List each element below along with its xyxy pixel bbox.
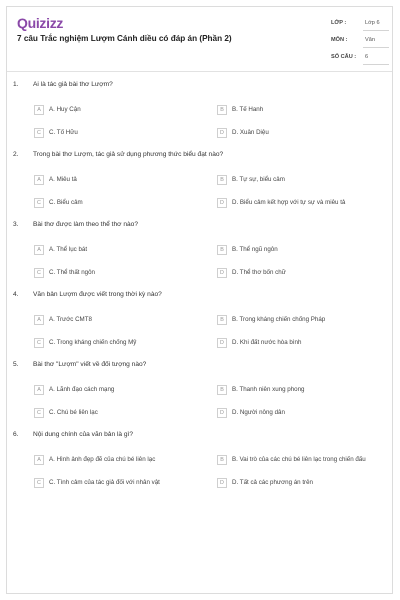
option-letter-box: B [217,175,227,185]
option-c[interactable] [34,268,199,280]
option-b[interactable] [217,315,382,327]
option-a[interactable] [34,315,199,327]
meta-underline [363,30,389,31]
question-number: 5. [13,361,19,368]
option-text: B. Thể ngũ ngôn [232,246,278,253]
option-text: A. Trước CMT8 [49,316,92,323]
option-text: A. Hình ảnh đẹp đẽ của chú bé liên lạc [49,456,156,463]
option-text: D. Thể thơ bốn chữ [232,269,286,276]
option-letter-box: C [34,198,44,208]
option-letter-box: C [34,268,44,278]
meta-value: 6 [365,54,369,60]
option-c[interactable] [34,128,199,140]
option-letter-box: B [217,315,227,325]
question-number: 1. [13,81,19,88]
question-number: 4. [13,291,19,298]
option-text: C. Tình cảm của tác giả đối với nhân vật [49,479,160,486]
option-d[interactable] [217,268,382,280]
meta-panel [331,16,389,67]
question-number: 6. [13,431,19,438]
option-letter-box: A [34,105,44,115]
option-letter-box: B [217,105,227,115]
option-a[interactable] [34,455,199,467]
option-letter-box: A [34,315,44,325]
option-d[interactable] [217,128,382,140]
option-a[interactable] [34,245,199,257]
option-a[interactable] [34,175,199,187]
option-text: A. Lãnh đạo cách mạng [49,386,115,393]
option-text: B. Tự sự, biểu cảm [232,176,285,183]
meta-value: Lớp 6 [365,20,380,26]
option-b[interactable] [217,385,382,397]
option-letter-box: C [34,128,44,138]
option-text: A. Thể lục bát [49,246,88,253]
meta-row-count [331,50,389,67]
option-letter-box: B [217,245,227,255]
option-letter-box: A [34,175,44,185]
option-text: C. Tố Hữu [49,129,78,136]
question-text: Bài thơ được làm theo thể thơ nào? [33,221,138,228]
question-text: Bài thơ "Lượm" viết về đối tượng nào? [33,361,147,368]
meta-label: LỚP : [331,20,347,26]
meta-label: MÔN : [331,37,348,43]
option-text: C. Trong kháng chiến chống Mỹ [49,339,137,346]
option-text: A. Miêu tả [49,176,77,183]
option-text: C. Biểu cảm [49,199,83,206]
quizizz-logo: Quizizz [17,15,64,31]
option-letter-box: D [217,478,227,488]
option-b[interactable] [217,105,382,117]
option-text: B. Tế Hanh [232,106,264,113]
option-text: D. Xuân Diệu [232,129,269,136]
option-letter-box: B [217,385,227,395]
question-text: Nội dung chính của văn bản là gì? [33,431,134,438]
option-text: C. Thể thất ngôn [49,269,95,276]
option-text: D. Tất cả các phương án trên [232,479,314,486]
option-b[interactable] [217,175,382,187]
meta-row-subject [331,33,389,50]
option-c[interactable] [34,198,199,210]
option-text: B. Thanh niên xung phong [232,386,305,393]
option-text: B. Vai trò của các chú bé liên lạc trong chiến đấu [232,456,366,463]
worksheet-page [6,6,393,594]
meta-label: SỐ CÂU : [331,54,357,60]
option-a[interactable] [34,105,199,117]
option-text: D. Biểu cảm kết hợp với tự sự và miêu tả [232,199,346,206]
option-text: B. Trong kháng chiến chống Pháp [232,316,326,323]
option-a[interactable] [34,385,199,397]
option-text: D. Khi đất nước hòa bình [232,339,302,346]
option-c[interactable] [34,338,199,350]
question-text: Ai là tác giả bài thơ Lượm? [33,81,113,88]
option-text: C. Chú bé liên lạc [49,409,98,416]
option-letter-box: A [34,385,44,395]
meta-row-class [331,16,389,33]
option-text: A. Huy Cận [49,106,81,113]
meta-underline [363,47,389,48]
option-letter-box: B [217,455,227,465]
question-number: 3. [13,221,19,228]
option-letter-box: D [217,198,227,208]
option-letter-box: D [217,128,227,138]
option-letter-box: C [34,408,44,418]
question-text: Trong bài thơ Lượm, tác giả sử dụng phương thức biểu đạt nào? [33,151,224,158]
option-c[interactable] [34,478,199,490]
worksheet-header [7,7,392,72]
option-letter-box: A [34,455,44,465]
option-d[interactable] [217,338,382,350]
option-letter-box: A [34,245,44,255]
option-text: D. Người nông dân [232,409,285,416]
option-d[interactable] [217,198,382,210]
option-letter-box: D [217,408,227,418]
worksheet-title: 7 câu Trắc nghiệm Lượm Cánh diều có đáp án (Phần 2) [17,34,232,43]
option-letter-box: D [217,338,227,348]
question-number: 2. [13,151,19,158]
option-d[interactable] [217,408,382,420]
option-b[interactable] [217,455,382,467]
option-b[interactable] [217,245,382,257]
meta-underline [363,64,389,65]
option-letter-box: C [34,478,44,488]
option-letter-box: D [217,268,227,278]
meta-value: Văn [365,37,375,43]
question-text: Văn bản Lượm được viết trong thời kỳ nào? [33,291,162,298]
option-letter-box: C [34,338,44,348]
option-d[interactable] [217,478,382,490]
option-c[interactable] [34,408,199,420]
